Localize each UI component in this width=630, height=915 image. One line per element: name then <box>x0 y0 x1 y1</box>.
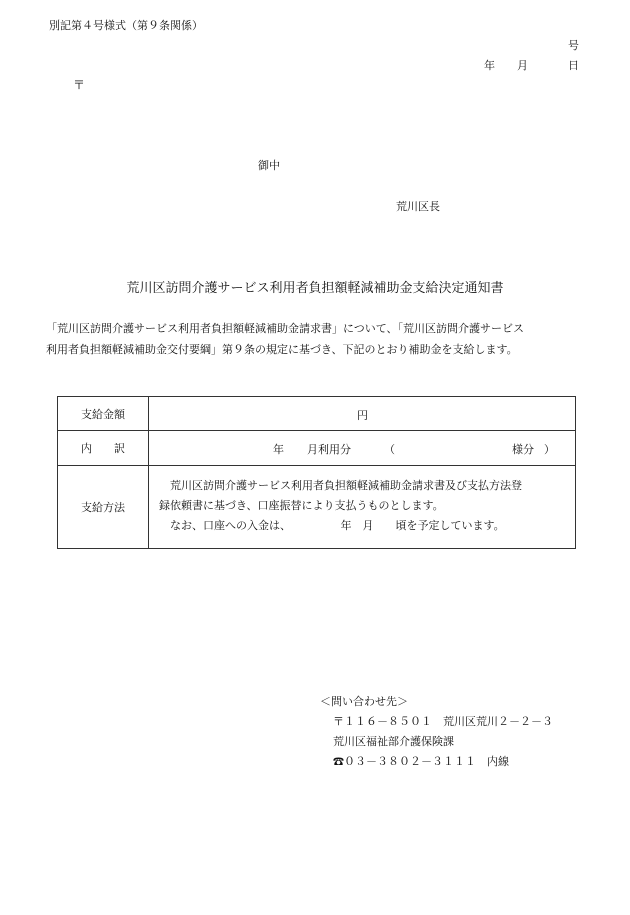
amount-value-cell <box>149 397 576 431</box>
breakdown-close-paren: ） <box>544 443 555 456</box>
addressee-attention: 御中 <box>258 159 280 172</box>
method-row <box>58 466 576 549</box>
breakdown-person-suffix: 様分 <box>512 443 534 456</box>
method-label: 支給方法 <box>58 466 149 549</box>
form-number-label: 別記第４号様式（第９条関係） <box>49 19 203 32</box>
body-line: 「荒川区訪問介護サービス利用者負担額軽減補助金請求書」について、「荒川区訪問介護サービス <box>46 322 525 335</box>
postal-mark: 〒 <box>73 78 86 92</box>
breakdown-month-usage: 月利用分 <box>307 443 351 456</box>
date-year-label: 年 <box>484 59 495 72</box>
contact-phone: ☎０３－３８０２－３１１１ 内線 <box>333 755 509 768</box>
method-line: なお、口座への入金は、 年 月 頃を予定しています。 <box>170 519 505 532</box>
issue-number-label: 号 <box>568 39 579 52</box>
contact-heading: ＜問い合わせ先＞ <box>320 695 408 708</box>
breakdown-year: 年 <box>273 443 284 456</box>
sender-name: 荒川区長 <box>396 200 440 213</box>
breakdown-row <box>58 431 576 466</box>
amount-row <box>58 397 576 431</box>
breakdown-value-cell <box>149 431 576 466</box>
body-paragraph <box>46 318 591 360</box>
method-line: 荒川区訪問介護サービス利用者負担額軽減補助金請求書及び支払方法登 <box>170 479 522 492</box>
payment-details-table <box>57 396 576 549</box>
contact-department: 荒川区福祉部介護保険課 <box>333 735 454 748</box>
date-month-label: 月 <box>517 59 528 72</box>
body-line: 利用者負担額軽減補助金交付要綱」第９条の規定に基づき、下記のとおり補助金を支給します。 <box>46 343 518 356</box>
document-title: 荒川区訪問介護サービス利用者負担額軽減補助金支給決定通知書 <box>126 281 504 296</box>
method-line: 録依頼書に基づき、口座振替により支払うものとします。 <box>159 499 444 512</box>
method-text <box>159 476 522 536</box>
contact-address: 〒１１６－８５０１ 荒川区荒川２－２－３ <box>333 715 553 728</box>
breakdown-label: 内 訳 <box>58 431 149 466</box>
contact-block <box>320 692 553 772</box>
amount-unit: 円 <box>357 409 368 422</box>
breakdown-open-paren: （ <box>384 443 395 456</box>
amount-label: 支給金額 <box>58 397 149 431</box>
method-value-cell <box>149 466 576 549</box>
date-day-label: 日 <box>568 59 579 72</box>
